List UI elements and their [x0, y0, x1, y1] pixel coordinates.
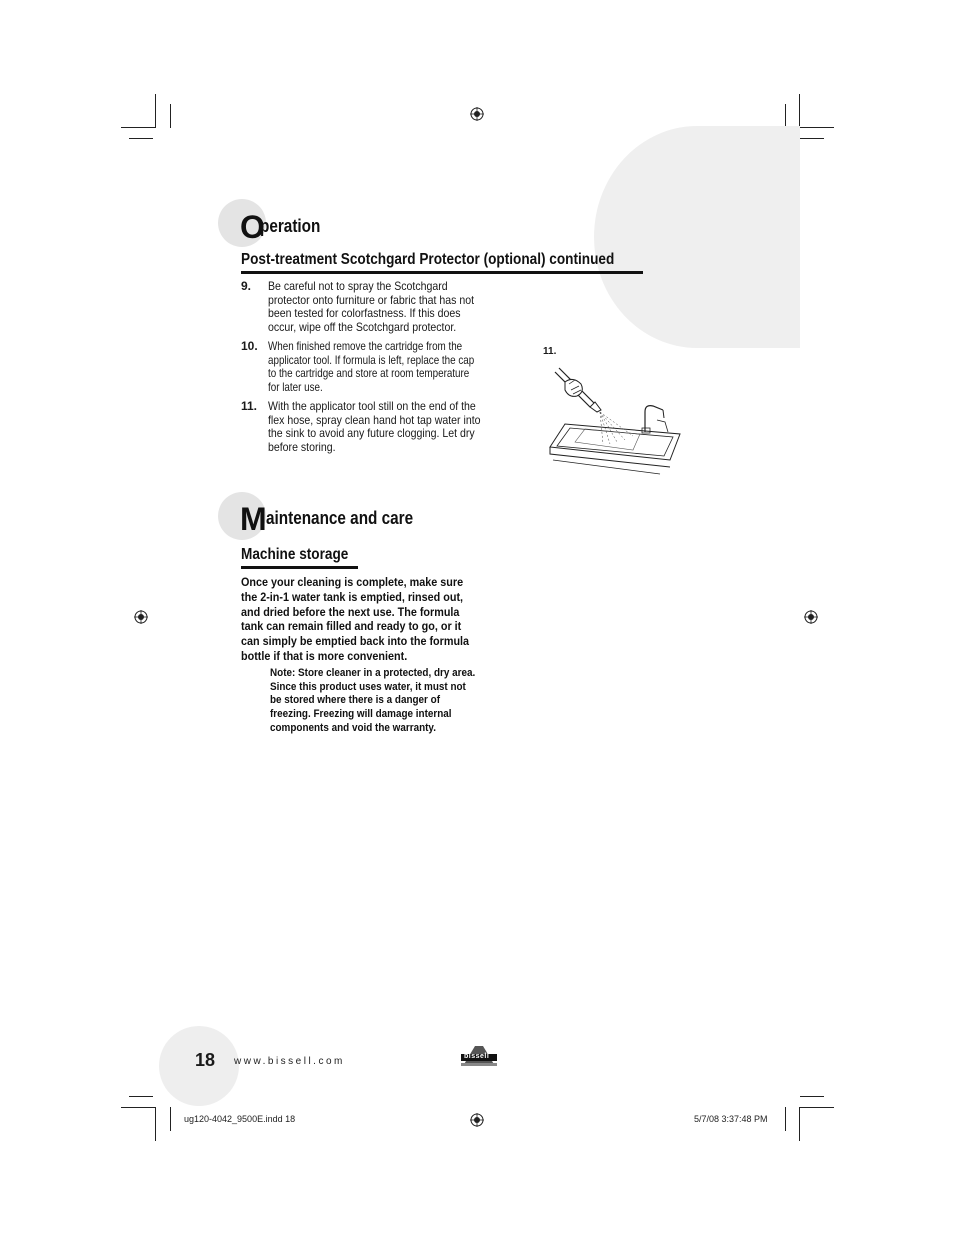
note-line: be stored where there is a danger of — [270, 694, 441, 707]
crop-mark — [170, 1107, 171, 1131]
step-line: to the cartridge and store at room temperature — [268, 366, 470, 381]
note-line: freezing. Freezing will damage internal — [270, 708, 452, 721]
step-number: 10. — [241, 339, 258, 353]
step-text — [268, 400, 481, 454]
print-timestamp: 5/7/08 3:37:48 PM — [694, 1114, 768, 1124]
bissell-logo-text: bissell — [464, 1053, 490, 1060]
crop-mark — [800, 1096, 824, 1097]
step-line: protector onto furniture or fabric that has not — [268, 292, 475, 307]
subheading-rule — [241, 271, 643, 274]
note-line: Note: Store cleaner in a protected, dry area. — [270, 667, 476, 679]
crop-mark — [800, 127, 834, 128]
decorative-corner-shape — [594, 126, 800, 348]
section-title: peration — [260, 216, 321, 236]
sink-spray-illustration — [545, 362, 685, 477]
step-text — [268, 280, 474, 334]
paragraph-line: the 2-in-1 water tank is emptied, rinsed out, — [241, 589, 464, 604]
crop-mark — [170, 104, 171, 128]
step-line: for later use. — [268, 379, 323, 394]
section-title: aintenance and care — [266, 508, 414, 528]
crop-mark — [800, 138, 824, 139]
subheading: Post-treatment Scotchgard Protector (optional) continued — [241, 251, 615, 268]
registration-mark-icon — [470, 1113, 484, 1127]
bissell-logo-icon — [461, 1046, 497, 1068]
note-line: Since this product uses water, it must not — [270, 680, 466, 693]
crop-mark — [155, 94, 156, 128]
step-line: flex hose, spray clean hand hot tap water into — [268, 412, 481, 427]
crop-mark — [785, 104, 786, 128]
step-line: applicator tool. If formula is left, replace the cap — [268, 352, 475, 367]
step-line: the sink to avoid any future clogging. Let dry — [268, 426, 475, 441]
paragraph-line: tank can remain filled and ready to go, or it — [241, 619, 462, 634]
subheading: Machine storage — [241, 546, 349, 563]
step-number: 11. — [241, 399, 258, 413]
paragraph-line: and dried before the next use. The formula — [241, 604, 460, 619]
paragraph-line: bottle if that is more convenient. — [241, 648, 408, 663]
step-line: before storing. — [268, 439, 336, 454]
step-line: Be careful not to spray the Scotchgard — [268, 279, 448, 293]
registration-mark-icon — [804, 610, 818, 624]
paragraph-line: Once your cleaning is complete, make sure — [241, 575, 464, 589]
step-line: been tested for colorfastness. If this does — [268, 306, 461, 321]
paragraph-line: can simply be emptied back into the formula — [241, 634, 470, 649]
storage-paragraph — [241, 575, 469, 664]
crop-mark — [799, 94, 800, 128]
step-line: occur, wipe off the Scotchgard protector. — [268, 319, 457, 334]
step-line: When finished remove the cartridge from the — [268, 339, 463, 353]
storage-note — [270, 667, 475, 736]
crop-mark — [129, 138, 153, 139]
page-number: 18 — [195, 1050, 216, 1070]
registration-mark-icon — [470, 107, 484, 121]
crop-mark — [800, 1107, 834, 1108]
section-initial: M — [240, 501, 267, 537]
crop-mark — [155, 1107, 156, 1141]
section-initial: O — [240, 209, 265, 245]
crop-mark — [121, 1107, 155, 1108]
subheading-rule — [241, 566, 358, 569]
website-url: www.bissell.com — [234, 1056, 345, 1067]
crop-mark — [121, 127, 155, 128]
note-line: components and void the warranty. — [270, 721, 436, 734]
figure-label: 11. — [543, 346, 557, 357]
step-line: With the applicator tool still on the end of the — [268, 399, 476, 413]
file-info: ug120-4042_9500E.indd 18 — [184, 1114, 296, 1124]
crop-mark — [799, 1107, 800, 1141]
registration-mark-icon — [134, 610, 148, 624]
step-text — [268, 340, 474, 394]
crop-mark — [785, 1107, 786, 1131]
step-number: 9. — [241, 279, 252, 293]
crop-mark — [129, 1096, 153, 1097]
